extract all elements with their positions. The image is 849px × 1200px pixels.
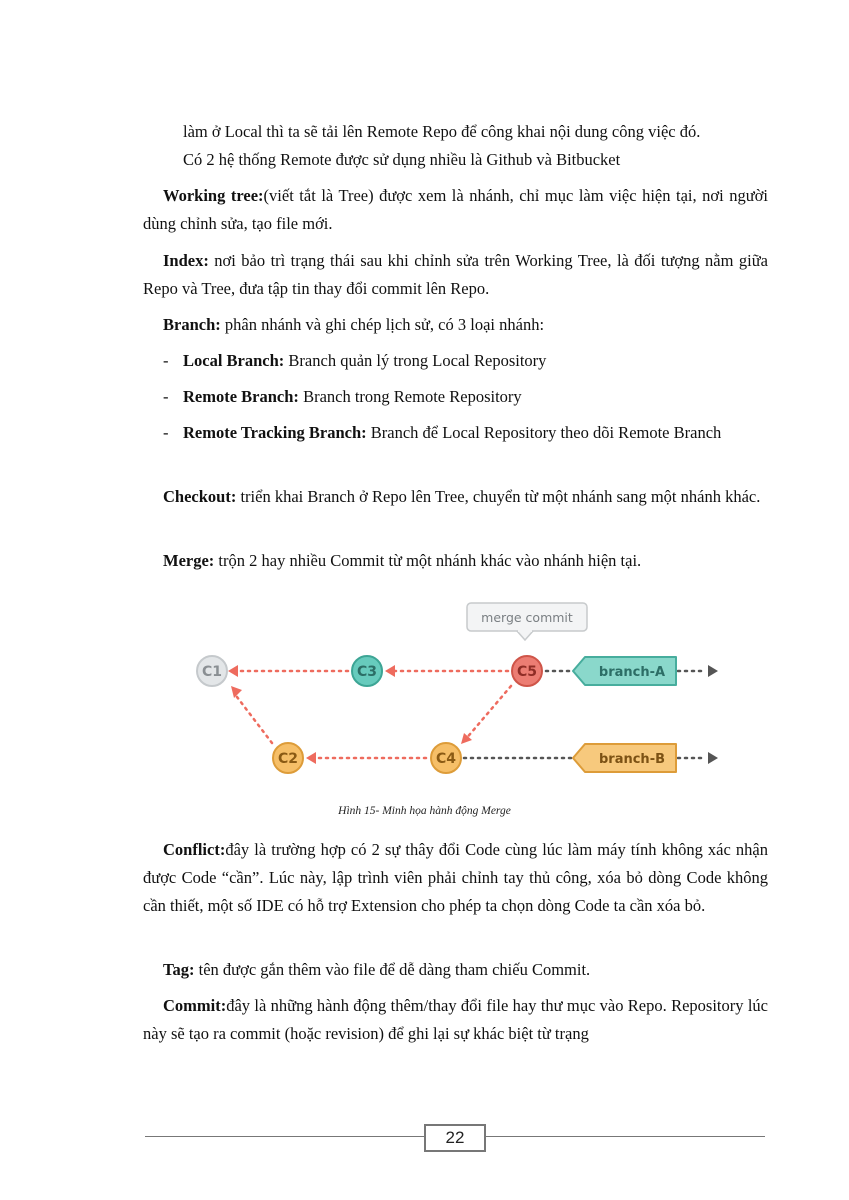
paragraph-working-tree <box>143 182 768 238</box>
term-conflict: Conflict: <box>163 840 226 859</box>
definition-branch: phân nhánh và ghi chép lịch sử, có 3 loại nhánh: <box>220 315 545 334</box>
merge-commit-callout <box>467 603 587 640</box>
term-merge: Merge: <box>163 551 215 570</box>
footer-rule-left <box>145 1136 425 1137</box>
node-c5 <box>512 656 542 686</box>
definition-commit: đây là những hành động thêm/thay đổi file hay thư mục vào Repo. Repository lúc này sẽ tạo ra commit (hoặc revision) để ghi lại sự khác biệt từ trạng <box>143 996 768 1043</box>
list-item-local-branch: - Local Branch: Branch quản lý trong Local Repository <box>163 351 547 370</box>
svg-text:C5: C5 <box>516 664 538 680</box>
arrowhead-c1 <box>228 665 238 677</box>
svg-text:branch-A: branch-A <box>598 665 666 680</box>
term-commit: Commit: <box>163 996 227 1015</box>
svg-text:C2: C2 <box>277 751 299 767</box>
merge-diagram <box>180 598 720 790</box>
term-index: Index: <box>163 251 209 270</box>
definition-tag: tên được gắn thêm vào file để dễ dàng tham chiếu Commit. <box>194 960 591 979</box>
definition-merge: trộn 2 hay nhiều Commit từ một nhánh khác vào nhánh hiện tại. <box>214 551 642 570</box>
term-branch: Branch: <box>163 315 221 334</box>
node-c1 <box>197 656 227 686</box>
paragraph-checkout <box>143 483 768 511</box>
arrowhead-branch-a <box>708 665 718 677</box>
paragraph-index <box>143 247 768 303</box>
term-tag: Tag: <box>163 960 195 979</box>
paragraph-conflict <box>143 836 768 920</box>
page-number: 22 <box>424 1124 486 1152</box>
paragraph-merge <box>143 547 768 575</box>
definition-conflict: đây là trường hợp có 2 sự thây đổi Code cùng lúc làm máy tính không xác nhận được Code “cần”. Lúc này, lập trình viên phải chỉnh tay thủ công, xóa bỏ dòng Code không cần thiết, một số IDE có hỗ trợ Extension cho phép ta chọn dòng Code ta cần xóa bỏ. <box>143 840 768 915</box>
node-c4 <box>431 743 461 773</box>
term-working-tree: Working tree: <box>163 186 264 205</box>
paragraph-tag <box>143 956 768 984</box>
node-c2 <box>273 743 303 773</box>
paragraph-remote-continued-1: làm ở Local thì ta sẽ tải lên Remote Repo để công khai nội dung công việc đó. <box>183 122 701 141</box>
arrowhead-c2 <box>306 752 316 764</box>
paragraph-branch <box>143 311 768 339</box>
arrowhead-c3 <box>385 665 395 677</box>
branch-a-label <box>573 657 676 685</box>
term-remote-tracking-branch: Remote Tracking Branch: <box>183 423 367 442</box>
definition-checkout: triển khai Branch ở Repo lên Tree, chuyển từ một nhánh sang một nhánh khác. <box>236 487 761 506</box>
paragraph-remote-continued-2: Có 2 hệ thống Remote được sử dụng nhiều là Github và Bitbucket <box>183 150 621 169</box>
svg-text:C3: C3 <box>356 664 378 680</box>
definition-index: nơi bảo trì trạng thái sau khi chỉnh sửa trên Working Tree, là đối tượng nằm giữa Repo và Tree, đưa tập tin thay đổi commit lên Repo. <box>143 251 768 298</box>
term-checkout: Checkout: <box>163 487 237 506</box>
definition-local-branch: Branch quản lý trong Local Repository <box>284 351 547 370</box>
arrowhead-branch-b <box>708 752 718 764</box>
callout-label: merge commit <box>481 610 573 625</box>
term-local-branch: Local Branch: <box>183 351 285 370</box>
list-item-remote-tracking-branch: - Remote Tracking Branch: Branch để Local Repository theo dõi Remote Branch <box>163 423 722 442</box>
svg-text:C4: C4 <box>435 751 457 767</box>
edge-c5-c4 <box>465 686 511 740</box>
definition-working-tree: (viết tắt là Tree) được xem là nhánh, chỉ mục làm việc hiện tại, nơi người dùng chỉnh sửa, tạo file mới. <box>143 186 769 233</box>
footer-rule-right <box>484 1136 765 1137</box>
branch-b-label <box>573 744 676 772</box>
list-item-remote-branch: - Remote Branch: Branch trong Remote Repository <box>163 387 522 406</box>
paragraph-commit <box>143 992 768 1048</box>
svg-text:branch-B: branch-B <box>598 752 666 767</box>
figure-caption: Hình 15- Minh họa hành động Merge <box>338 805 511 817</box>
definition-remote-branch: Branch trong Remote Repository <box>298 387 522 406</box>
svg-text:C1: C1 <box>201 664 223 680</box>
edge-c2-c1 <box>237 697 272 743</box>
node-c3 <box>352 656 382 686</box>
definition-remote-tracking-branch: Branch để Local Repository theo dõi Remote Branch <box>366 423 722 442</box>
term-remote-branch: Remote Branch: <box>183 387 299 406</box>
